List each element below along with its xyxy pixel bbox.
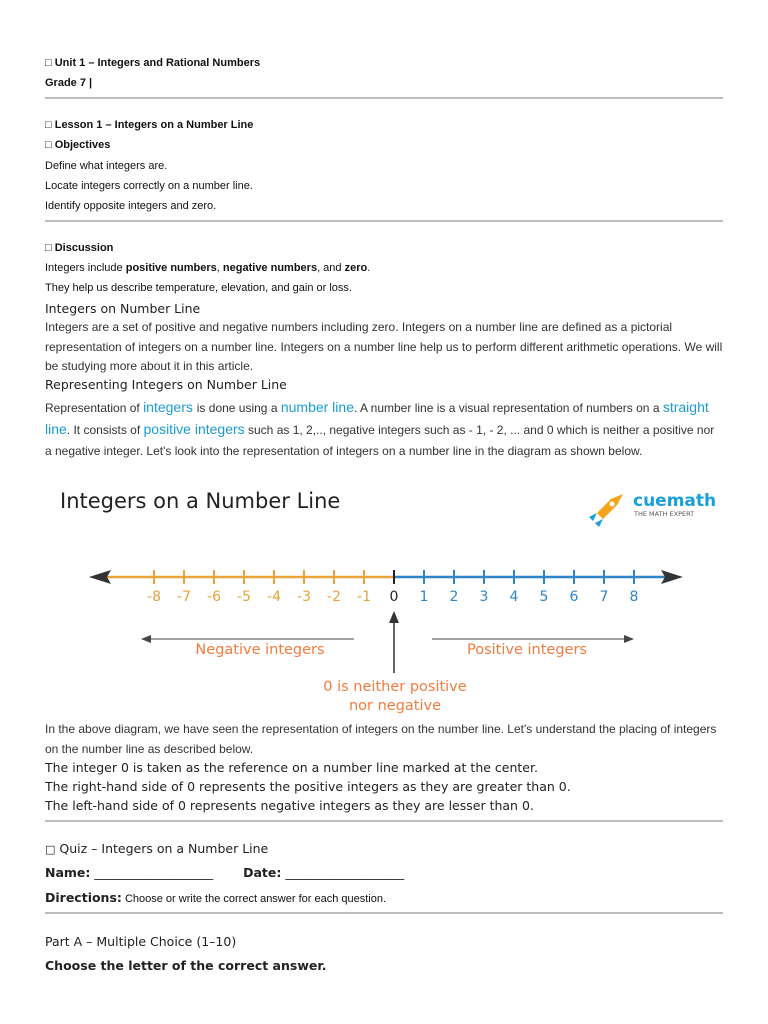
directions-text: Choose or write the correct answer for each question. (121, 893, 387, 905)
positive-label: 5 (539, 589, 549, 605)
positive-label: 8 (629, 589, 639, 605)
divider (45, 220, 723, 222)
subheading: Representing Integers on Number Line (45, 377, 287, 392)
figure-explanation: In the above diagram, we have seen the representation of integers on the number line. Let's understand the placing of integers on the number line as described below. (45, 722, 717, 756)
negative-label: -6 (207, 589, 221, 605)
discussion-icon: □ (45, 242, 52, 254)
positive-label: 4 (509, 589, 519, 605)
zero-note-line1: 0 is neither positive (323, 679, 467, 695)
subheading: Integers on Number Line (45, 301, 201, 316)
zero-label: 0 (389, 589, 399, 605)
unit-title: □ Unit 1 – Integers and Rational Numbers (45, 57, 261, 69)
figure-title: Integers on a Number Line (60, 489, 341, 513)
objectives-heading: □ Objectives (45, 139, 111, 151)
negative-label: -1 (357, 589, 371, 605)
integers-link[interactable]: integers (143, 399, 197, 415)
name-field[interactable]: ___________________ (94, 865, 214, 880)
directions-label: Directions: (45, 890, 122, 905)
positive-label: 3 (479, 589, 489, 605)
positive-label: 6 (569, 589, 579, 605)
part-a-heading: Part A – Multiple Choice (1–10) (45, 934, 237, 949)
number-line-figure (45, 483, 735, 718)
positive-label: 1 (419, 589, 429, 605)
date-label: Date: (243, 865, 282, 880)
straight-line-link[interactable]: straight line (45, 399, 709, 437)
quiz-icon: □ (45, 843, 56, 856)
brand-tagline: THE MATH EXPERT (634, 510, 695, 518)
date-field[interactable]: ___________________ (285, 865, 405, 880)
part-a-instruction: Choose the letter of the correct answer. (45, 958, 327, 973)
representation-paragraph: Representation of integers is done using a number line. A number line is a visual representation of numbers on a straight line. It consists of positive integers such as 1, 2,.., negative integers such as - 1, - 2, ... and 0 which is neither a positive nor a negative integer. Let's look into the representation of integers on a number line in the diagram as shown below. (45, 399, 715, 458)
explanation-point: The right-hand side of 0 represents the positive integers as they are greater than 0. (45, 779, 571, 794)
negative-label: -8 (147, 589, 161, 605)
discussion-intro: Integers include positive numbers, negative numbers, and zero. (45, 262, 371, 274)
objective-item: Locate integers correctly on a number line. (45, 180, 253, 192)
explanation-point: The left-hand side of 0 represents negative integers as they are lesser than 0. (45, 798, 534, 813)
right-arrow (624, 635, 634, 643)
negative-integers-label: Negative integers (195, 642, 325, 658)
divider (45, 912, 723, 914)
divider (45, 97, 723, 99)
positive-integers-link[interactable]: positive integers (143, 421, 245, 437)
directions (45, 889, 386, 907)
grade-label: Grade 7 | (45, 77, 93, 89)
positive-label: 7 (599, 589, 609, 605)
number-line-link[interactable]: number line (280, 399, 354, 415)
objective-item: Define what integers are. (45, 160, 168, 172)
positive-label: 2 (449, 589, 459, 605)
zero-note-line2: nor negative (348, 698, 442, 714)
name-date-row (45, 865, 404, 880)
left-arrow (141, 635, 151, 643)
positive-integers-label: Positive integers (467, 642, 587, 658)
negative-label: -3 (297, 589, 311, 605)
zero-pointer-head (389, 611, 399, 623)
lesson-icon: □ (45, 119, 52, 131)
brand-name: cuemath (633, 491, 717, 511)
positive-ticks (420, 570, 639, 605)
target-icon: □ (45, 139, 52, 151)
paragraph: Integers are a set of positive and negative numbers including zero. Integers on a number line are defined as a pictorial representation of integers on a number line. Integers on a number line help us to perform different arithmetic operations. We will be studying more about it in this article. (45, 320, 723, 373)
negative-label: -5 (237, 589, 251, 605)
quiz-title: □ Quiz – Integers on a Number Line (45, 841, 269, 856)
unit-icon: □ (45, 57, 52, 69)
lesson-title: □ Lesson 1 – Integers on a Number Line (45, 119, 254, 131)
discussion-heading: □ Discussion (45, 242, 114, 254)
negative-label: -4 (267, 589, 281, 605)
negative-label: -2 (327, 589, 341, 605)
negative-label: -7 (177, 589, 191, 605)
negative-ticks (147, 570, 371, 605)
rocket-icon (589, 494, 623, 527)
explanation-point: The integer 0 is taken as the reference on a number line marked at the center. (45, 760, 538, 775)
objective-item: Identify opposite integers and zero. (45, 200, 217, 212)
discussion-line: They help us describe temperature, elevation, and gain or loss. (45, 282, 352, 294)
divider (45, 820, 723, 822)
name-label: Name: (45, 865, 91, 880)
cuemath-logo (589, 491, 716, 527)
